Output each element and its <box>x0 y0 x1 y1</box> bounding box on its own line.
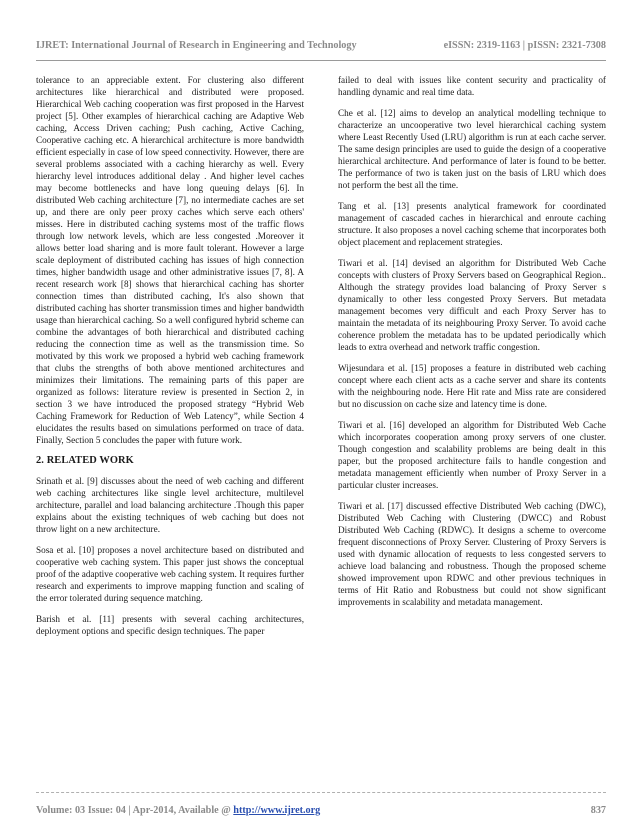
paragraph-che: Che et al. [12] aims to develop an analytical modelling technique to characterize an uncooperative two level hierarchical caching system where Least Recently Used (LRU) algorithm is run at each cache server. The same design principles are used to guide the design of a cooperative hierarchical architecture. And performance of later is found to be better. The performance of two is taken just on the basis of LRU which does not perform the best all the time. <box>338 108 606 190</box>
right-column <box>338 74 606 617</box>
paragraph-tiwari-16: Tiwari et al. [16] developed an algorithm for Distributed Web Cache which incorporates cooperation among proxy servers of one cluster. Though congestion and scalability problems are being dealt in this paper, but the proposed architecture fails to handle congestion and metadata management efficiently when number of Proxy Server in a particular cluster increases. <box>338 420 606 490</box>
paragraph-barish-continued: failed to deal with issues like content security and practicality of handling dynamic and real time data. <box>338 75 606 97</box>
footer-volume-info <box>36 805 320 816</box>
paragraph-tang: Tang et al. [13] presents analytical framework for coordinated management of cascaded caches in hierarchical and enroute caching structure. It also proposes a novel caching scheme that incorporates both object placement and replacement strategies. <box>338 201 606 247</box>
journal-website-link[interactable]: http://www.ijret.org <box>233 805 321 816</box>
journal-title: IJRET: International Journal of Research in Engineering and Technology <box>36 40 357 51</box>
paragraph-sosa: Sosa et al. [10] proposes a novel architecture based on distributed and cooperative web caching system. This paper just shows the conceptual proof of the adaptive cooperative web caching system. It requires further research and experiments to improve mapping function and scaling of the error tolerated during sequence matching. <box>36 545 304 603</box>
paragraph-tiwari-14: Tiwari et al. [14] devised an algorithm for Distributed Web Cache concepts with clusters of Proxy Servers based on Geographical Region.. Although the strategy provides load balancing of Proxy Server s dynamically to other less congested Proxy Servers. But metadata management becomes very difficult and each Proxy Server has to maintain the metadata of its neighbouring Proxy Server. To avoid cache coherence problem the metadata has to be updated periodically which leads to extra overhead and network traffic congestion. <box>338 258 606 352</box>
paragraph-srinath: Srinath et al. [9] discusses about the need of web caching and different web caching architectures like single level architecture, multilevel architecture, parallel and load balancing architecture .Though this paper explains about the existing techniques of web caching but does not throw light on a new architecture. <box>36 476 304 534</box>
paragraph-barish: Barish et al. [11] presents with several caching architectures, deployment options and specific design techniques. The paper <box>36 614 304 636</box>
footer-volume-text: Volume: 03 Issue: 04 | Apr-2014, Available @ <box>36 805 234 816</box>
footer-divider <box>36 792 606 793</box>
paragraph-tiwari-17: Tiwari et al. [17] discussed effective Distributed Web caching (DWC), Distributed Web Caching with Clustering (DWCC) and Robust Distributed Web Caching (RDWC). It designs a scheme to overcome frequent disconnections of Proxy Server. Clustering of Proxy Servers is used with dynamic allocation of requests to less congested servers to achieve load balancing and robustness. Though the proposed scheme showed improvement upon RDWC and other previous techniques in terms of Hit Ratio and Robustness but could not show significant improvements in scalability and metadata management. <box>338 501 606 607</box>
page-number: 837 <box>590 805 606 816</box>
page-footer <box>36 805 606 816</box>
header-divider <box>36 60 606 61</box>
intro-paragraph: tolerance to an appreciable extent. For clustering also different architectures like hierarchical and distributed were proposed. Hierarchical Web caching cooperation was first proposed in the Harvest project [5]. Other examples of hierarchical caching are Adaptive Web caching, Access Driven caching; Push caching, Active Caching, Cooperative caching etc. A hierarchical architecture is more bandwidth efficient especially in case of low speed connectivity. However, there are several problems associated with a caching hierarchy as well. Every hierarchy level introduces additional delay . And higher level caches may become bottlenecks and have long queuing delays [6]. In distributed Web caching architecture [7], no intermediate caches are set up, and there are only peer proxy caches which serve each others' misses. Here in distributed caching systems most of the traffic flows through low network levels, which are less congested .Moreover it allows better load sharing and is more fault tolerant. However a large scale deployment of distributed caching has issues of high connection times, higher bandwidth usage and other administrative issues [7, 8]. A recent research work [8] shows that hierarchical caching has shorter connection times than distributed caching, It's also shown that distributed caching has shorter transmission times and higher bandwidth usage than hierarchical caching. So a well configured hybrid scheme can combine the advantages of both hierarchical and distributed caching reducing the connection time as well as the transmission time. So motivated by this work we proposed a hybrid web caching framework that clubs the strengths of both above mentioned architectures and minimizes their limitations. The remaining parts of this paper are organized as follows: literature review is presented in Section 2, in section 3 we have introduced the proposed strategy “Hybrid Web Caching Framework for Reduction of Web Latency”, while Section 4 elucidates the results based on simulations performed on trace of data. Finally, Section 5 concludes the paper with future work. <box>36 75 304 445</box>
journal-issn: eISSN: 2319-1163 | pISSN: 2321-7308 <box>443 40 606 51</box>
journal-header <box>36 40 606 51</box>
left-column <box>36 74 304 646</box>
section-heading-related-work: 2. RELATED WORK <box>36 455 134 466</box>
paragraph-wijesundara: Wijesundara et al. [15] proposes a feature in distributed web caching concept where each client acts as a cache server and share its contents with the neighbouring node. Here Hit rate and Miss rate are considered but no discussion on cache size and latency time is done. <box>338 363 606 409</box>
